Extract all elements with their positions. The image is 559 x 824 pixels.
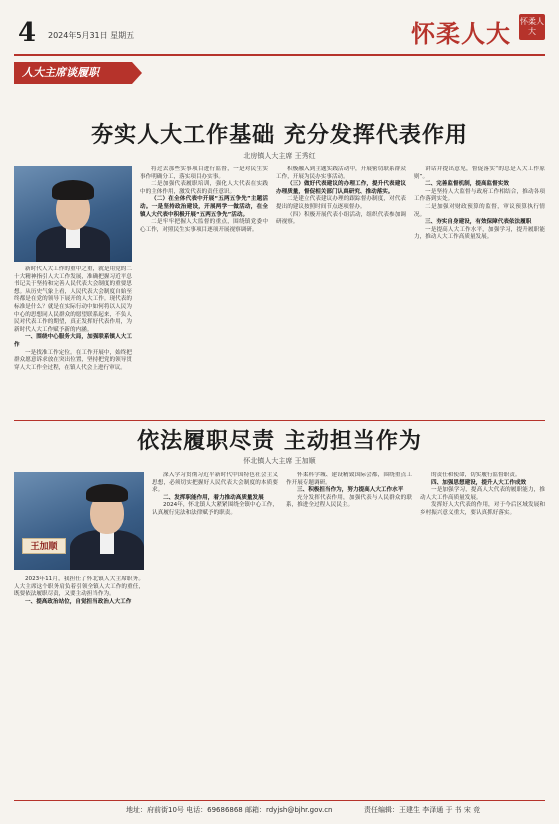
paragraph: 二是加强对财政预算的监督，审议预算执行情况。: [414, 203, 545, 218]
section-heading: （二）在全体代表中开展“五两五争先”主题活动。一是坚持政治建设，开展两学一做活动，在全镇人大代表中积极开展“五两五争先”活动。: [140, 196, 268, 218]
paragraph: 一是找准工作定位。在工作开展中，始终把群众愿意诉求放在突出位置，坚持把党的领导贯穿人大工作全过程，在镇人代会上进行审议。: [14, 349, 132, 371]
article2-column-4: [420, 472, 545, 790]
footer-editors: 责任编辑：王建生 李泽通 于 书 宋 竞: [364, 806, 481, 814]
footer-contact: 地址：府前街10号 电话：69686868 邮箱：rdyjsh@bjhr.gov.cn: [126, 806, 333, 814]
section-heading: 四、加强思想建设，提升人大工作成效: [431, 479, 527, 486]
newspaper-brand: 怀柔人大: [411, 19, 511, 48]
article1-column-3: [276, 166, 406, 416]
page-footer: [14, 800, 545, 814]
paragraph: （四）积极开展代表小组活动，组织代表参加调研视察。: [276, 211, 406, 226]
paragraph: 的责任和使命，切实履行监督职责。: [431, 472, 521, 478]
paragraph: 怀柔科学城、建设精致国际会都，围绕重点工作开展专题调研。: [286, 472, 412, 486]
paragraph: 二是加强代表履职培训，强化人大代表在实践中的主体作用，激发代表的责任意识。: [140, 181, 268, 195]
article1-byline: 北房镇人大主席 王秀红: [243, 152, 316, 160]
paragraph: 讲话并提出意见，督促落实“的总是人大工作原则”。: [414, 166, 545, 180]
paragraph: 充分发挥代表作用，加强代表与人民群众的联系，推进全过程人民民主。: [286, 494, 412, 509]
paragraph: 一是坚持人大监督与政府工作相结合，推动各项工作落到实处。: [414, 188, 545, 203]
section-heading: 二、发挥职能作用，着力推动高质量发展: [163, 494, 264, 501]
section-heading: （三）做好代表建议的办理工作，提升代表建议办理质量，督促相关部门认真研究、推动落实。: [276, 181, 406, 195]
paragraph: 二是建立代表建议办理的跟踪督办制度，对代表提出的建议按照时间节点逐项督办。: [276, 196, 406, 210]
paragraph: 新时代人大工作的重中之重，就是用党的二十大精神指引人大工作发展，准确把握习近平总书记关于坚持和完善人民代表大会制度的重要思想。从历史气象上看，人民代表大会制度自始至终都是在党的领导下展开的人大工作。现代表的标准是什么？就是在实际行动中如何将以人民为中心的思想同人民群众的愿望联系起来，不负人民对代表工作的期望，真正发挥好代表作用，为新时代人大工作赋予新的内涵。: [14, 266, 132, 333]
article2-byline: 怀北镇人大主席 王加顺: [243, 457, 316, 465]
section-heading: 三、夯实自身建设，有效保障代表依法履职: [425, 219, 532, 226]
article2-column-1: [14, 576, 144, 790]
article1-headline: 夯实人大工作基础 充分发挥代表作用: [91, 122, 468, 148]
article1-column-1: [14, 266, 132, 416]
name-placard: 王加顺: [22, 538, 66, 554]
article2-headline: 依法履职尽责 主动担当作为: [137, 428, 422, 454]
paragraph: 深入学习贯彻习近平新时代中国特色社会主义思想，必须切实把握好人民代表大会制度的本质要求。: [152, 472, 278, 494]
paragraph: 将过去那些实事项目进行监督，一是对民生实事作明确分工，落实项目办实事。: [140, 166, 268, 180]
masthead: [14, 8, 545, 56]
paragraph: 发挥好人大代表的作用，对于今后区域发展和乡村振兴意义重大，要认真抓好落实。: [420, 502, 545, 516]
paragraph: 2024年，怀北镇人大紧紧围绕全镇中心工作，认真履行宪法和法律赋予的职责。: [152, 502, 278, 516]
article1-column-2: [140, 166, 268, 416]
publication-date: 2024年5月31日 星期五: [48, 31, 135, 40]
section-heading: 一、围绕中心服务大局，加强联系镇人大工作: [14, 334, 132, 348]
brand-seal-icon: 怀柔人大: [519, 14, 545, 40]
section-heading: 三、积极担当作为，努力提高人大工作水平: [297, 487, 404, 494]
article-divider: [14, 420, 545, 421]
paragraph: 二是牢牢把握人大监督的重点，围绕镇党委中心工作，对照民生实事项目逐项开展视察调研。: [140, 219, 268, 233]
article2-column-3: [286, 472, 412, 790]
paragraph: 2023年11月，我担任了怀北镇人大主席职务。人大主席这个职务肩负着引领全镇人大工作的重任，既要依法履职尽责，又要主动担当作为。: [14, 576, 144, 598]
paragraph: 一是提高人大工作水平，加强学习，提升履职能力，推动人大工作高质量发展。: [414, 226, 545, 241]
page-number: 4: [18, 18, 37, 48]
column-tag: 人大主席谈履职: [14, 62, 132, 84]
section-heading: 二、完善监督机制，提高监督实效: [425, 181, 509, 188]
paragraph: 积极融入到主题实践活动中，开展密切联系群众工作，开展为民办实事活动。: [276, 166, 406, 180]
article2-portrait-photo: [14, 472, 144, 570]
paragraph: 一是加强学习，提高人大代表的履职能力，推动人大工作高质量发展。: [420, 487, 545, 501]
article1-column-4: [414, 166, 545, 416]
section-heading: 一、提高政治站位，自觉担当政治人大工作: [25, 598, 132, 605]
article2-column-2: [152, 472, 278, 790]
article1-portrait-photo: [14, 166, 132, 262]
